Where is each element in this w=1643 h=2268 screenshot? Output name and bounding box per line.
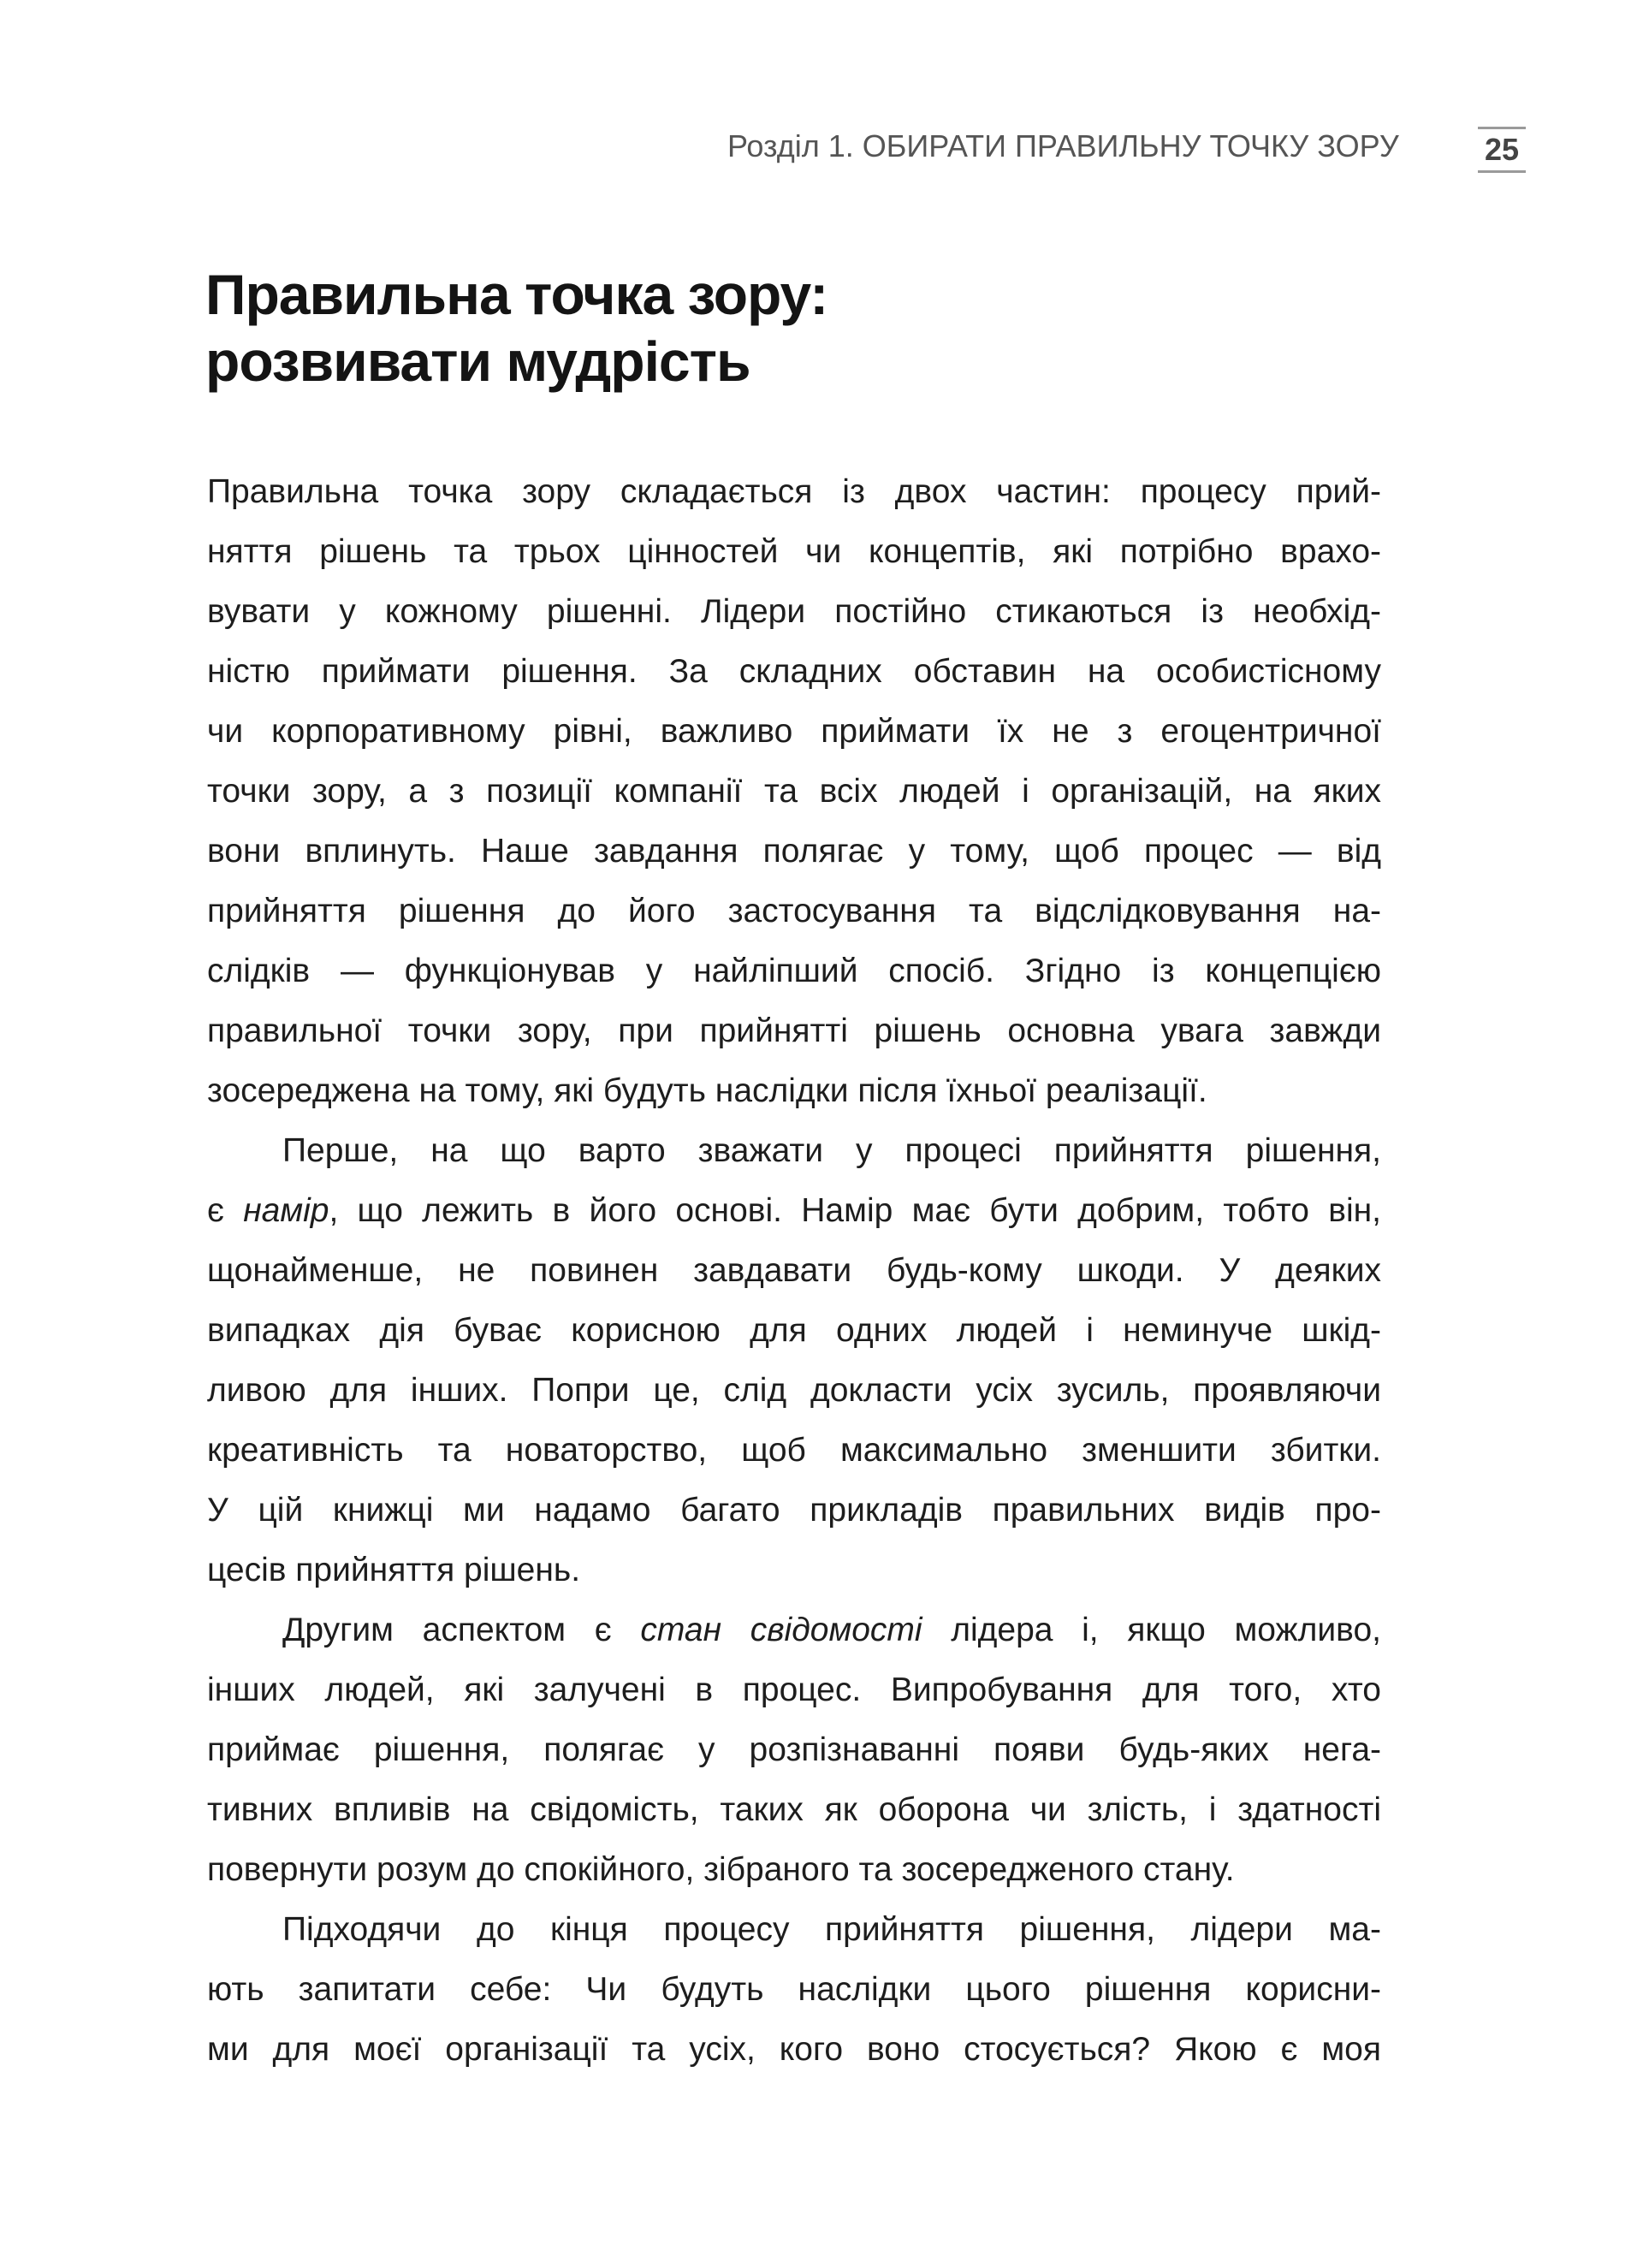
text-line: ють запитати себе: Чи будуть наслідки цього рішення корисни-	[207, 1971, 1381, 2008]
text-line: тивних впливів на свідомість, таких як оборона чи злість, і здатності	[207, 1791, 1381, 1828]
text-line: чи корпоративному рівні, важливо приймати їх не з егоцентричної	[207, 713, 1381, 750]
text-line: Перше, на що варто зважати у процесі прийняття рішення,	[282, 1132, 1381, 1169]
page-number: 25	[1478, 127, 1526, 173]
body-text	[207, 462, 1381, 2080]
text-line: няття рішень та трьох цінностей чи концептів, які потрібно врахо-	[207, 533, 1381, 570]
text-line: повернути розум до спокійного, зібраного та зосередженого стану.	[207, 1851, 1235, 1888]
text-line: випадках дія буває корисною для одних людей і неминуче шкід-	[207, 1312, 1381, 1349]
text-line: цесів прийняття рішень.	[207, 1552, 581, 1588]
text-line: прийняття рішення до його застосування та відслідковування на-	[207, 893, 1381, 929]
text-line: ми для моєї організації та усіх, кого воно стосується? Якою є моя	[207, 2031, 1381, 2068]
text-line: У цій книжці ми надамо багато прикладів правильних видів про-	[207, 1492, 1381, 1529]
section-title-line: розвивати мудрість	[205, 330, 750, 393]
text-line	[207, 1600, 1381, 1660]
text-line: правильної точки зору, при прийнятті рішень основна увага завжди	[207, 1012, 1381, 1049]
text-line: приймає рішення, полягає у розпізнаванні появи будь-яких нега-	[207, 1731, 1381, 1768]
text-line: вони вплинуть. Наше завдання полягає у тому, щоб процес — від	[207, 833, 1381, 870]
text-line	[207, 1181, 1381, 1241]
italic-term: намір	[243, 1192, 329, 1229]
text-line: точки зору, а з позиції компанії та всіх людей і організацій, на яких	[207, 773, 1381, 810]
italic-term: стан свідомості	[640, 1612, 922, 1648]
text-line: ністю приймати рішення. За складних обставин на особистісному	[207, 653, 1381, 690]
text-line: вувати у кожному рішенні. Лідери постійно стикаються із необхід-	[207, 593, 1381, 630]
section-title-line: Правильна точка зору:	[205, 263, 828, 326]
text-segment: лідера і, якщо можливо,	[922, 1612, 1381, 1648]
text-line: щонайменше, не повинен завдавати будь-кому шкоди. У деяких	[207, 1252, 1381, 1289]
text-line: ливою для інших. Попри це, слід докласти усіх зусиль, проявляючи	[207, 1372, 1381, 1409]
running-head: Розділ 1. ОБИРАТИ ПРАВИЛЬНУ ТОЧКУ ЗОРУ	[727, 128, 1399, 163]
section-title	[205, 261, 827, 395]
text-line: креативність та новаторство, щоб максимально зменшити збитки.	[207, 1432, 1381, 1469]
text-line: Підходячи до кінця процесу прийняття рішення, лідери ма-	[282, 1911, 1381, 1948]
text-line: зосереджена на тому, які будуть наслідки після їхньої реалізації.	[207, 1072, 1207, 1109]
text-line: слідків — функціонував у найліпший спосіб. Згідно із концепцією	[207, 953, 1381, 989]
text-line: інших людей, які залучені в процес. Випробування для того, хто	[207, 1671, 1381, 1708]
text-segment: Другим аспектом є	[282, 1612, 641, 1648]
text-segment: , що лежить в його основі. Намір має бути добрим, тобто він,	[329, 1192, 1381, 1229]
text-line: Правильна точка зору складається із двох частин: процесу прий-	[207, 473, 1381, 510]
text-segment: є	[207, 1192, 244, 1229]
